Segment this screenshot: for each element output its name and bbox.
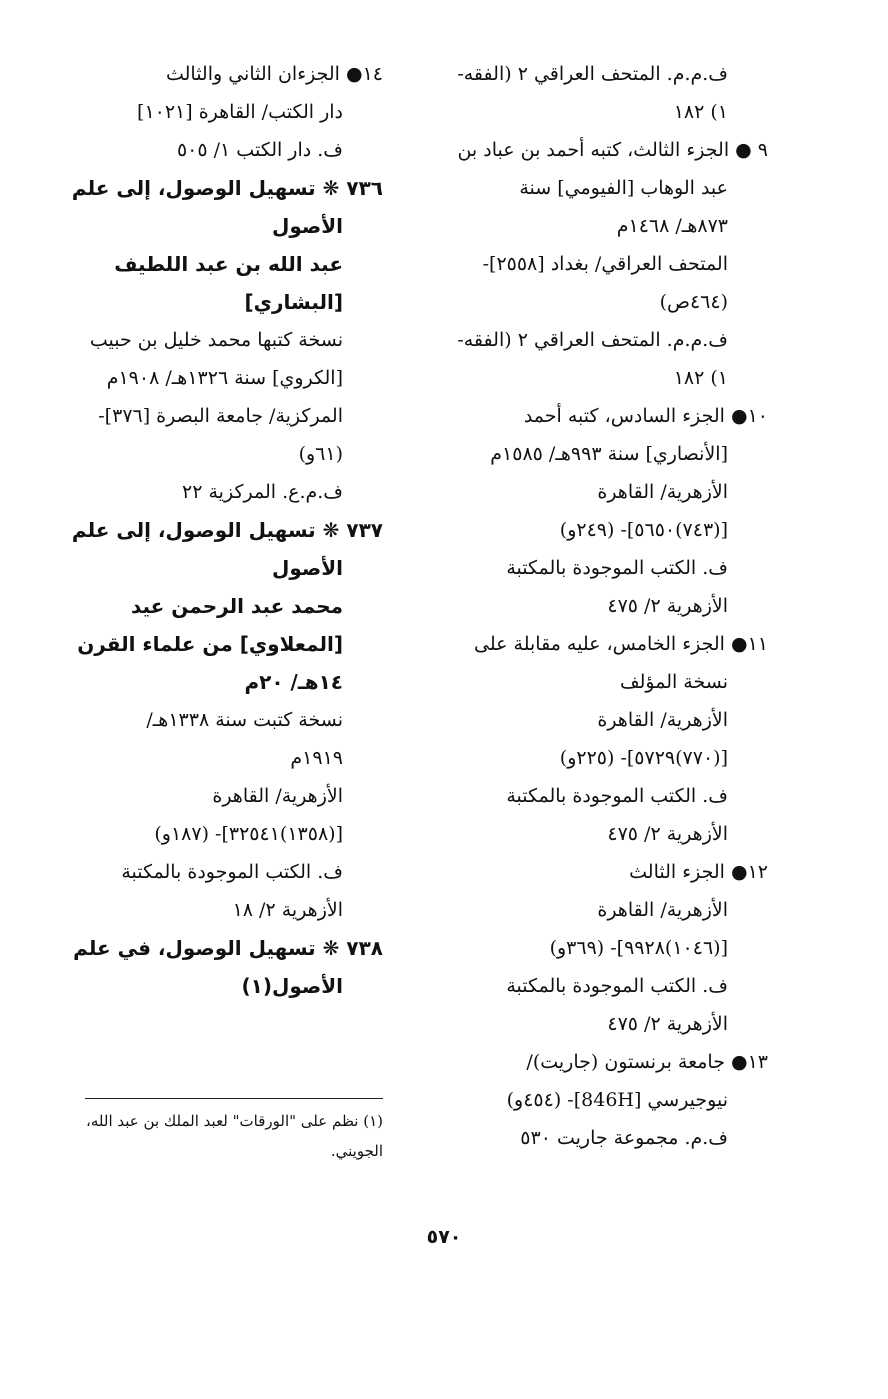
entry-line: ف.م. مجموعة جاريت ٥٣٠	[520, 1127, 728, 1149]
entry-line: [المعلاوي] من علماء القرن	[77, 632, 343, 656]
entry-line: الأزهرية/ القاهرة	[597, 481, 728, 503]
entry-heading: ١٤● الجزءان الثاني والثالث	[165, 63, 383, 85]
entry-line: الأصول(١)	[241, 974, 343, 998]
entry-line: نسخة كتبت سنة ١٣٣٨هـ/	[146, 709, 343, 731]
entry-line: نيوجيرسي [846H]- (٤٥٤و)	[506, 1089, 728, 1111]
entry-line: ف. الكتب الموجودة بالمكتبة	[506, 975, 728, 997]
footnote-line: الجويني.	[330, 1142, 383, 1160]
entry-line: المتحف العراقي/ بغداد [٢٥٥٨]-	[482, 253, 728, 275]
entry-line: (٦١و)	[298, 443, 343, 465]
entry-line: (٤٦٤ص)	[659, 291, 728, 313]
right-column	[430, 55, 768, 1157]
entry-line: الأصول	[272, 556, 343, 580]
entry-line: [الكروي] سنة ١٣٢٦هـ/ ١٩٠٨م	[106, 367, 343, 389]
entry-line: عبد الله بن عبد اللطيف	[114, 252, 343, 276]
entry-line: المركزية/ جامعة البصرة [٣٧٦]-	[98, 405, 343, 427]
entry-line: [(٧٤٣)٥٦٥٠]- (٢٤٩و)	[559, 519, 728, 541]
entry-heading: ٧٣٧ ❋ تسهيل الوصول، إلى علم	[71, 518, 383, 542]
entry-line: نسخة المؤلف	[619, 671, 728, 693]
entry-line: الأزهرية ٢/ ٤٧٥	[607, 595, 728, 617]
entry-heading: ١٢● الجزء الثالث	[629, 861, 768, 883]
entry-line: الأزهرية/ القاهرة	[597, 709, 728, 731]
entry-line: عبد الوهاب [الفيومي] سنة	[519, 177, 728, 199]
page-number: ٥٧٠	[426, 1226, 462, 1248]
entry-heading: ١٣● جامعة برنستون (جاريت)/	[526, 1051, 768, 1073]
entry-line: ف. الكتب الموجودة بالمكتبة	[121, 861, 343, 883]
entry-line: [البشاري]	[244, 290, 343, 314]
footnote-separator	[85, 1098, 383, 1099]
entry-line: دار الكتب/ القاهرة [١٠٢١]	[137, 101, 343, 123]
entry-line: نسخة كتبها محمد خليل بن حبيب	[89, 329, 343, 351]
entry-line: محمد عبد الرحمن عيد	[130, 594, 343, 618]
entry-line: ف. الكتب الموجودة بالمكتبة	[506, 785, 728, 807]
entry-line: [(١٣٥٨)٣٢٥٤١]- (١٨٧و)	[154, 823, 343, 845]
entry-line: الأزهرية/ القاهرة	[597, 899, 728, 921]
entry-line: ف.م.ع. المركزية ٢٢	[182, 481, 343, 503]
entry-line: ١٤هـ/ ٢٠م	[244, 670, 343, 694]
entry-line: ١٩١٩م	[290, 747, 343, 769]
entry-line: الأصول	[272, 214, 343, 238]
entry-heading: ٩ ● الجزء الثالث، كتبه أحمد بن عباد بن	[457, 139, 768, 161]
entry-line: [(١٠٤٦)٩٩٢٨]- (٣٦٩و)	[549, 937, 728, 959]
entry-line: الأزهرية ٢/ ١٨	[232, 899, 343, 921]
entry-line: الأزهرية/ القاهرة	[212, 785, 343, 807]
entry-line: ف.م.م. المتحف العراقي ٢ (الفقه-	[457, 63, 728, 85]
entry-heading: ٧٣٦ ❋ تسهيل الوصول، إلى علم	[71, 176, 383, 200]
entry-heading: ٧٣٨ ❋ تسهيل الوصول، في علم	[73, 936, 383, 960]
entry-line: ٨٧٣هـ/ ١٤٦٨م	[616, 215, 728, 237]
entry-heading: ١٠● الجزء السادس، كتبه أحمد	[523, 405, 768, 427]
entry-line: [(٧٧٠)٥٧٢٩]- (٢٢٥و)	[559, 747, 728, 769]
footnote	[48, 1106, 383, 1166]
left-column	[48, 55, 383, 1005]
footnote-line: (١) نظم على "الورقات" لعبد الملك بن عبد الله،	[86, 1112, 383, 1130]
entry-line: ف. دار الكتب ١/ ٥٠٥	[176, 139, 343, 161]
entry-heading: ١١● الجزء الخامس، عليه مقابلة على	[474, 633, 768, 655]
entry-line: الأزهرية ٢/ ٤٧٥	[607, 823, 728, 845]
entry-line: [الأنصاري] سنة ٩٩٣هـ/ ١٥٨٥م	[490, 443, 728, 465]
entry-line: ف. الكتب الموجودة بالمكتبة	[506, 557, 728, 579]
entry-line: ١) ١٨٢	[673, 367, 728, 389]
entry-line: الأزهرية ٢/ ٤٧٥	[607, 1013, 728, 1035]
entry-line: ١) ١٨٢	[673, 101, 728, 123]
entry-line: ف.م.م. المتحف العراقي ٢ (الفقه-	[457, 329, 728, 351]
